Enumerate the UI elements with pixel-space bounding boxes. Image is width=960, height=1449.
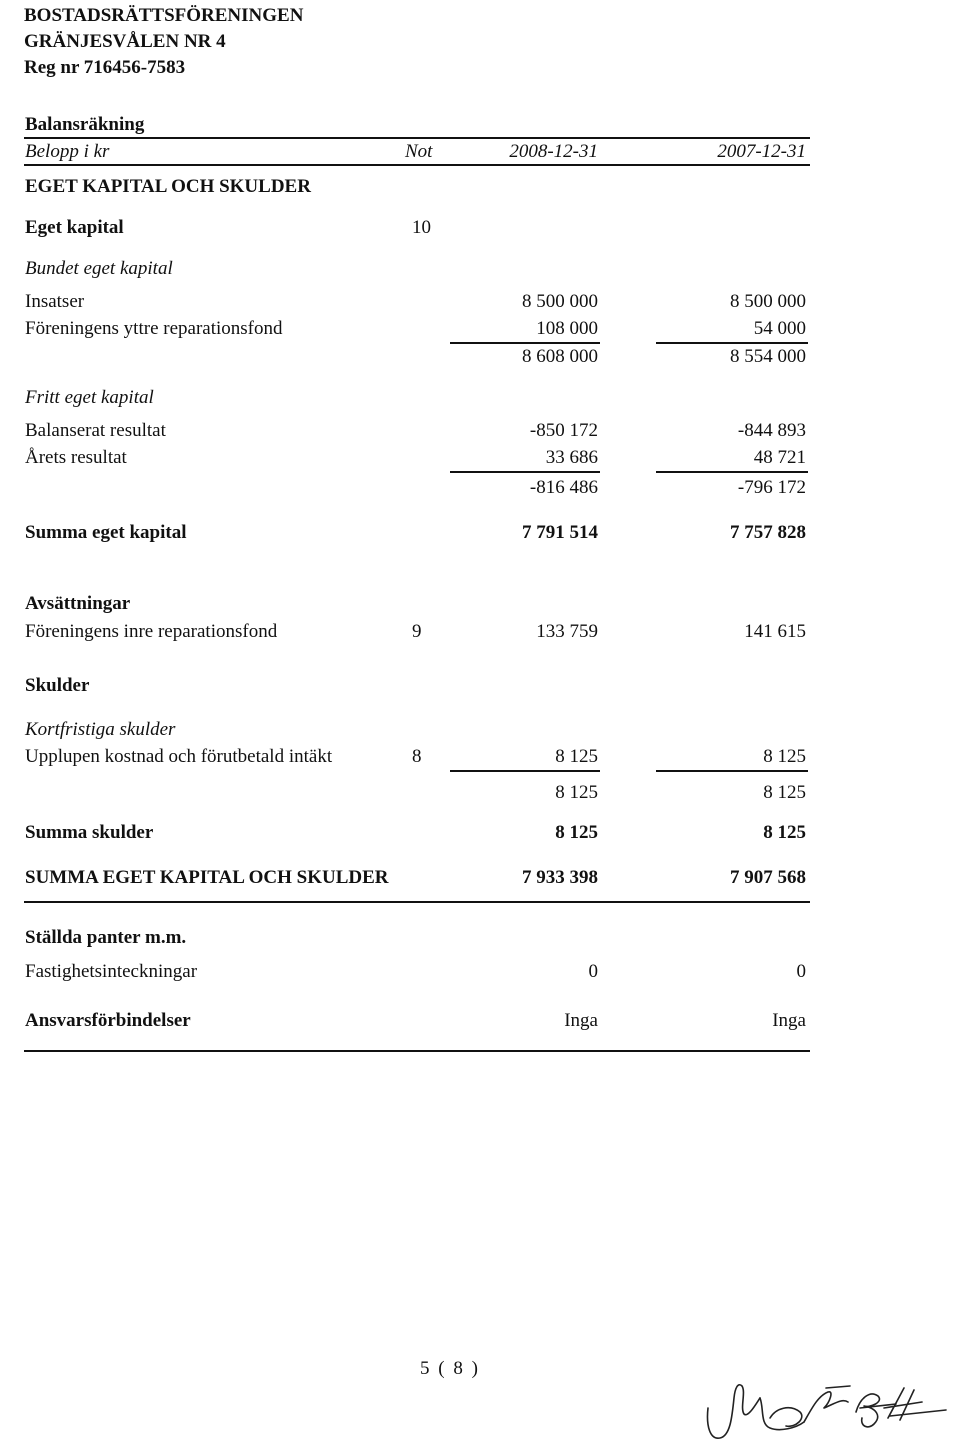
association-name-2: GRÄNJESVÅLEN NR 4 <box>24 31 226 52</box>
total-liabilities-label: Summa skulder <box>25 822 154 843</box>
grand-total-label: SUMMA EGET KAPITAL OCH SKULDER <box>25 867 389 888</box>
row-upplupen-2007: 8 125 <box>763 746 806 767</box>
unrestricted-equity-title: Fritt eget kapital <box>25 387 154 408</box>
section-title: EGET KAPITAL OCH SKULDER <box>25 176 311 197</box>
bundet-subtotal-2008: 8 608 000 <box>522 346 598 367</box>
grand-total-rule <box>24 901 810 903</box>
total-equity-2007: 7 757 828 <box>730 522 806 543</box>
row-inre-2008: 133 759 <box>536 621 598 642</box>
row-balanserat-label: Balanserat resultat <box>25 420 166 441</box>
total-liabilities-2007: 8 125 <box>763 822 806 843</box>
grand-total-2008: 7 933 398 <box>522 867 598 888</box>
fritt-subtotal-2008: -816 486 <box>529 477 598 498</box>
contingent-liabilities-2007: Inga <box>772 1010 806 1031</box>
signature-icon <box>700 1368 950 1446</box>
column-header-2008: 2008-12-31 <box>509 141 598 162</box>
liabilities-title: Skulder <box>25 675 90 696</box>
pledged-assets-title: Ställda panter m.m. <box>25 927 187 948</box>
row-yttre-2007: 54 000 <box>753 318 806 339</box>
row-arets-2007: 48 721 <box>753 447 806 468</box>
row-fastighet-2007: 0 <box>796 961 806 982</box>
row-yttre-2008: 108 000 <box>536 318 598 339</box>
subtotal-rule <box>656 342 808 344</box>
column-header-2007: 2007-12-31 <box>717 141 806 162</box>
row-upplupen-label: Upplupen kostnad och förutbetald intäkt <box>25 746 333 767</box>
row-arets-2008: 33 686 <box>545 447 598 468</box>
row-fastighet-label: Fastighetsinteckningar <box>25 961 198 982</box>
registration-number: Reg nr 716456-7583 <box>24 57 186 78</box>
row-insatser-2008: 8 500 000 <box>522 291 598 312</box>
provisions-title: Avsättningar <box>25 593 131 614</box>
note-column-header: Not <box>405 141 433 162</box>
subtotal-rule <box>656 471 808 473</box>
row-inre-note: 9 <box>412 621 422 642</box>
total-equity-2008: 7 791 514 <box>522 522 598 543</box>
subtotal-rule <box>450 342 600 344</box>
row-balanserat-2007: -844 893 <box>737 420 806 441</box>
row-balanserat-2008: -850 172 <box>529 420 598 441</box>
contingent-liabilities-label: Ansvarsförbindelser <box>25 1010 191 1031</box>
total-equity-label: Summa eget kapital <box>25 522 187 543</box>
amount-unit-label: Belopp i kr <box>25 141 110 162</box>
equity-label: Eget kapital <box>25 217 124 238</box>
skulder-subtotal-2007: 8 125 <box>763 782 806 803</box>
row-arets-label: Årets resultat <box>25 447 127 468</box>
bundet-subtotal-2007: 8 554 000 <box>730 346 806 367</box>
short-term-liabilities-title: Kortfristiga skulder <box>25 719 176 740</box>
total-liabilities-2008: 8 125 <box>555 822 598 843</box>
restricted-equity-title: Bundet eget kapital <box>25 258 173 279</box>
fritt-subtotal-2007: -796 172 <box>737 477 806 498</box>
row-fastighet-2008: 0 <box>588 961 598 982</box>
association-name: BOSTADSRÄTTSFÖRENINGEN <box>24 5 304 26</box>
contingent-liabilities-2008: Inga <box>564 1010 598 1031</box>
grand-total-2007: 7 907 568 <box>730 867 806 888</box>
subtotal-rule <box>450 471 600 473</box>
page-number: 5 ( 8 ) <box>420 1358 480 1379</box>
header-rule-bottom <box>24 164 810 166</box>
statement-title: Balansräkning <box>25 114 145 135</box>
row-yttre-label: Föreningens yttre reparationsfond <box>25 318 283 339</box>
subtotal-rule <box>450 770 600 772</box>
bottom-rule <box>24 1050 810 1052</box>
row-inre-2007: 141 615 <box>744 621 806 642</box>
row-upplupen-note: 8 <box>412 746 422 767</box>
equity-note: 10 <box>412 217 431 238</box>
skulder-subtotal-2008: 8 125 <box>555 782 598 803</box>
row-inre-label: Föreningens inre reparationsfond <box>25 621 278 642</box>
subtotal-rule <box>656 770 808 772</box>
row-insatser-label: Insatser <box>25 291 85 312</box>
row-insatser-2007: 8 500 000 <box>730 291 806 312</box>
header-rule-top <box>24 137 810 139</box>
row-upplupen-2008: 8 125 <box>555 746 598 767</box>
